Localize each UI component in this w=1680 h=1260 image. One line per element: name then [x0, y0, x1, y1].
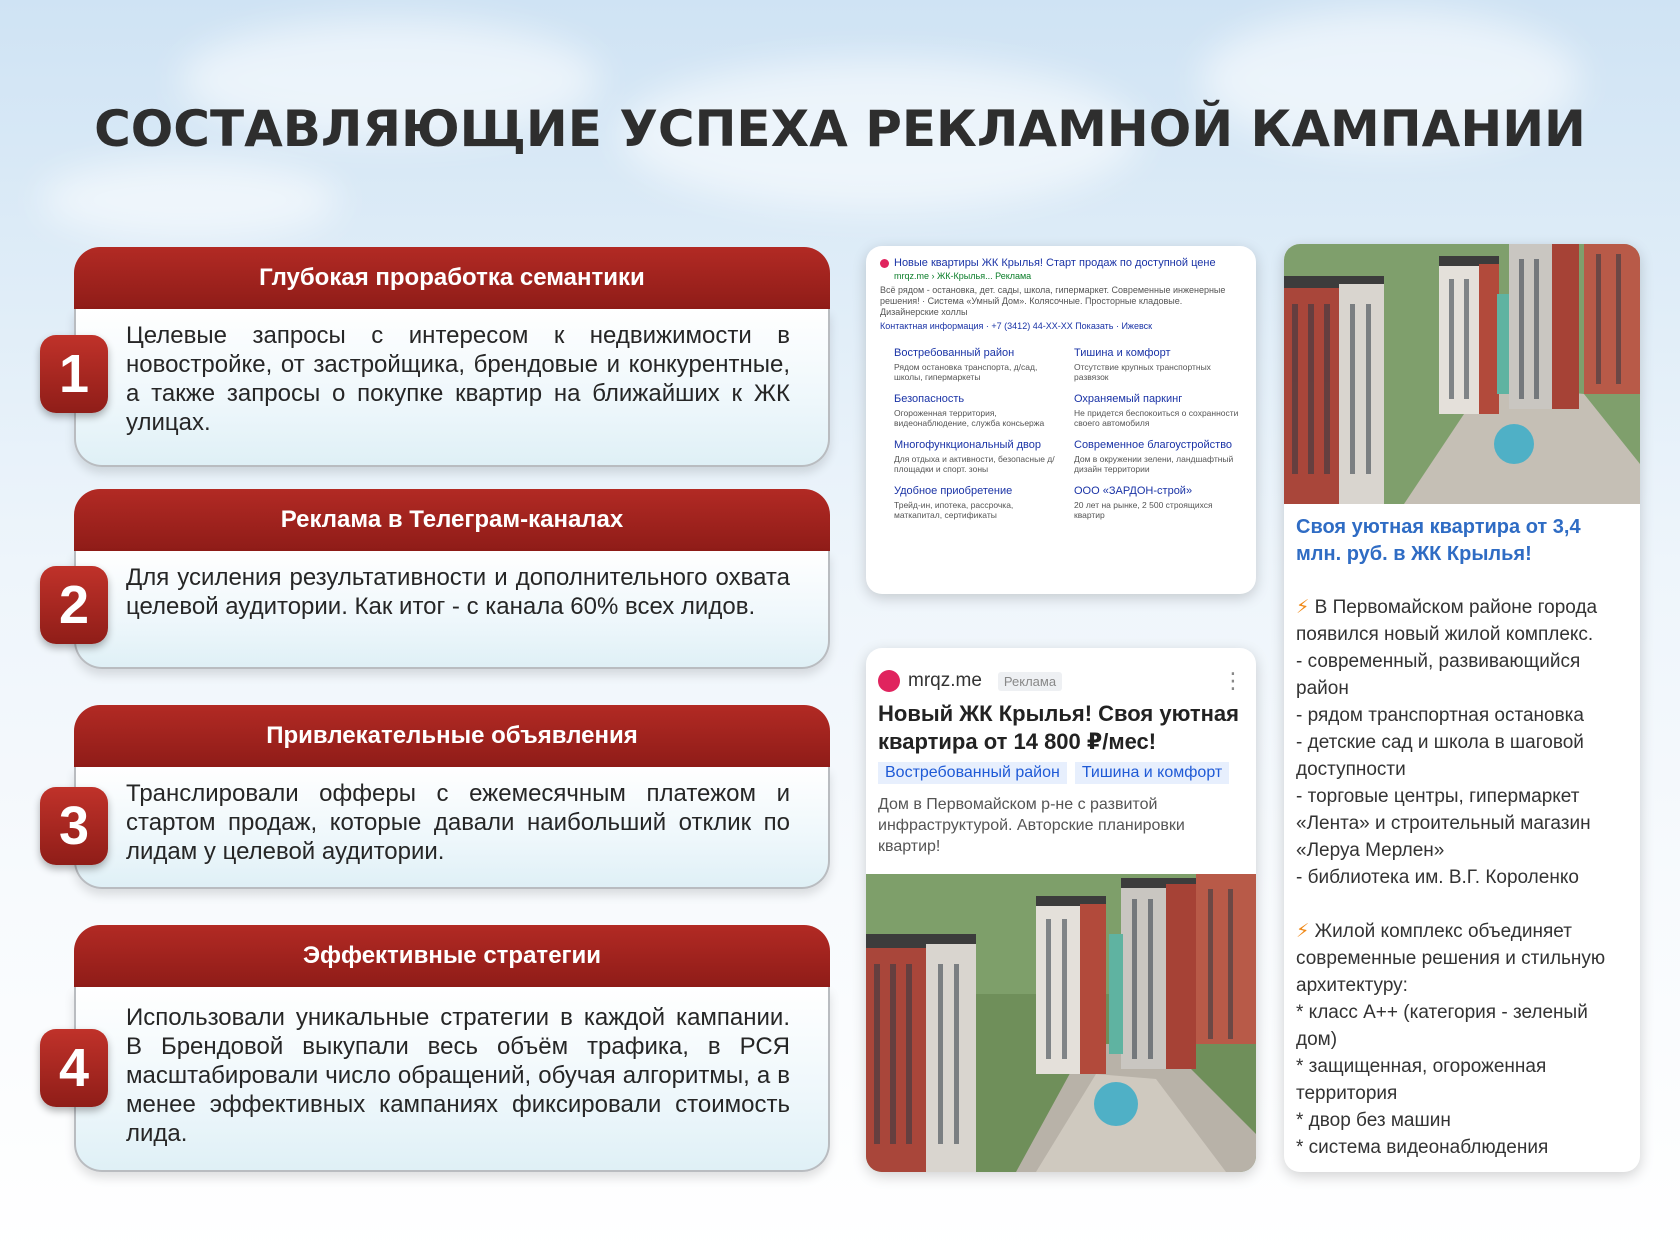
- sitelink[interactable]: [894, 438, 1062, 474]
- card-heading: Реклама в Телеграм-каналах: [74, 489, 830, 551]
- more-options-icon[interactable]: ⋮: [1222, 668, 1244, 693]
- sitelink-title: Удобное приобретение: [894, 485, 1013, 497]
- sitelink-title: ООО «ЗАРДОН-строй»: [1074, 485, 1193, 497]
- social-ad-line: * двор без машин: [1296, 1110, 1451, 1131]
- display-ad-tags: [866, 756, 1256, 784]
- sitelink-title: Многофункциональный двор: [894, 439, 1042, 451]
- favicon-icon: [878, 670, 900, 692]
- card-heading: Глубокая проработка семантики: [74, 247, 830, 309]
- sitelink-title: Безопасность: [894, 393, 965, 405]
- sitelink-desc: Для отдыха и активности, безопасные д/площадки и спорт. зоны: [894, 454, 1055, 474]
- card-text: Использовали уникальные стратегии в каждой кампании. В Брендовой выкупали весь объём трафика, в РСЯ масштабировали число обращений, обучая алгоритмы, а в менее эффективных кампаниях фиксировали стоимость лида.: [74, 987, 830, 1172]
- sitelink[interactable]: [1074, 438, 1242, 474]
- card-heading: Эффективные стратегии: [74, 925, 830, 987]
- social-ad-line: - современный, развивающийся район: [1296, 651, 1581, 699]
- social-ad-screenshot: [1284, 244, 1640, 1172]
- social-ad-line: - библиотека им. В.Г. Короленко: [1296, 867, 1579, 888]
- display-ad-headline[interactable]: Новый ЖК Крылья! Своя уютная квартира от 14 800 ₽/мес!: [878, 701, 1239, 754]
- sitelink-title: Современное благоустройство: [1074, 439, 1233, 451]
- feature-card-2: [74, 489, 830, 669]
- card-number-badge: 1: [40, 335, 108, 413]
- sitelink-title: Востребованный район: [894, 347, 1015, 359]
- social-ad-line: - детские сад и школа в шаговой доступности: [1296, 732, 1584, 780]
- social-ad-line: - торговые центры, гипермаркет «Лента» и строительный магазин «Леруа Мерлен»: [1296, 786, 1591, 861]
- sitelink-desc: Не придется беспокоиться о сохранности своего автомобиля: [1074, 408, 1239, 428]
- social-ad-line: * система видеонаблюдения: [1296, 1137, 1549, 1158]
- search-ad-url: mrqz.me › ЖК-Крылья... Реклама: [894, 271, 1032, 281]
- lightning-icon: ⚡: [1296, 921, 1310, 942]
- building-photo: [1284, 244, 1640, 504]
- cloud-decoration: [40, 160, 340, 240]
- display-ad-tag[interactable]: Востребованный район: [878, 762, 1067, 784]
- sitelink-title: Тишина и комфорт: [1074, 347, 1171, 359]
- sitelinks: [880, 346, 1242, 520]
- ad-badge: Реклама: [998, 672, 1062, 691]
- sitelink-desc: Дом в окружении зелени, ландшафтный дизайн территории: [1074, 454, 1234, 474]
- display-ad-screenshot: [866, 648, 1256, 1172]
- social-ad-headline[interactable]: Своя уютная квартира от 3,4 млн. руб. в ЖК Крылья!: [1296, 516, 1581, 565]
- social-ad-line: * класс А++ (категория - зеленый дом): [1296, 1002, 1588, 1050]
- sitelink[interactable]: [1074, 346, 1242, 382]
- page-title: СОСТАВЛЯЮЩИЕ УСПЕХА РЕКЛАМНОЙ КАМПАНИИ: [94, 100, 1586, 158]
- sitelink[interactable]: [894, 346, 1062, 382]
- social-ad-line: В Первомайском районе города появился новый жилой комплекс.: [1296, 597, 1598, 645]
- display-ad-domain[interactable]: mrqz.me: [908, 670, 982, 691]
- sitelink[interactable]: [1074, 392, 1242, 428]
- social-ad-text: [1296, 594, 1632, 1161]
- display-ad-text: Дом в Первомайском р-не с развитой инфраструктурой. Авторские планировки квартир!: [878, 796, 1185, 855]
- sitelink-desc: 20 лет на рынке, 2 500 строящихся квартир: [1074, 500, 1213, 520]
- favicon-icon: [880, 259, 889, 268]
- display-ad-header: [866, 648, 1256, 692]
- sitelink-desc: Огороженная территория, видеонаблюдение, служба консьержа: [894, 408, 1045, 428]
- card-number-badge: 2: [40, 566, 108, 644]
- social-ad-line: * защищенная, огороженная территория: [1296, 1056, 1547, 1104]
- sitelink[interactable]: [1074, 484, 1242, 520]
- sitelink-desc: Рядом остановка транспорта, д/сад, школы, гипермаркеты: [894, 362, 1038, 382]
- feature-card-4: [74, 925, 830, 1172]
- card-number-badge: 4: [40, 1029, 108, 1107]
- sitelink-desc: Отсутствие крупных транспортных развязок: [1074, 362, 1211, 382]
- card-text: Целевые запросы с интересом к недвижимости в новостройке, от застройщика, брендовые и конкурентные, а также запросы о покупке квартир на ближайших к ЖК улицах.: [74, 309, 830, 467]
- card-number-badge: 3: [40, 787, 108, 865]
- card-text: Транслировали офферы с ежемесячным платежом и стартом продаж, которые давали наибольший отклик по лидам у целевой аудитории.: [74, 767, 830, 889]
- search-ad-title-text: Новые квартиры ЖК Крылья! Старт продаж по доступной цене: [894, 257, 1216, 269]
- feature-card-3: [74, 705, 830, 889]
- sitelink-title: Охраняемый паркинг: [1074, 393, 1183, 405]
- sitelink-desc: Трейд-ин, ипотека, рассрочка, маткапитал, сертификаты: [894, 500, 1014, 520]
- social-ad-line: - рядом транспортная остановка: [1296, 705, 1584, 726]
- building-photo: [866, 874, 1256, 1172]
- search-ad-description: Всё рядом - остановка, дет. сады, школа, гипермаркет. Современные инженерные решения! · Система «Умный Дом». Колясочные. Просторные кладовые. Дизайнерские холлы: [880, 285, 1226, 317]
- search-ad-screenshot: [866, 246, 1256, 594]
- sitelink[interactable]: [894, 484, 1062, 520]
- lightning-icon: ⚡: [1296, 597, 1310, 618]
- card-heading: Привлекательные объявления: [74, 705, 830, 767]
- search-ad-title[interactable]: [880, 258, 1242, 269]
- sitelink[interactable]: [894, 392, 1062, 428]
- search-ad-contact[interactable]: Контактная информация · +7 (3412) 44-XX-XX Показать · Ижевск: [880, 321, 1153, 331]
- card-text: Для усиления результативности и дополнительного охвата целевой аудитории. Как итог - с канала 60% всех лидов.: [74, 551, 830, 669]
- display-ad-tag[interactable]: Тишина и комфорт: [1075, 762, 1229, 784]
- feature-card-1: [74, 247, 830, 467]
- social-ad-line: Жилой комплекс объединяет современные решения и стильную архитектуру:: [1296, 921, 1606, 996]
